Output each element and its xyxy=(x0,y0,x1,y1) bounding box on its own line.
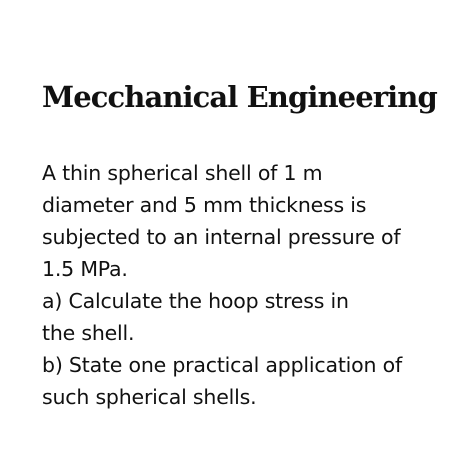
question-line: the shell. xyxy=(42,321,135,345)
question-line: 1.5 MPa. xyxy=(42,257,128,281)
question-line: such spherical shells. xyxy=(42,385,257,409)
page-title: Mecchanical Engineering xyxy=(42,80,437,114)
question-line: A thin spherical shell of 1 m xyxy=(42,161,323,185)
question-part-b: b) State one practical application of xyxy=(42,353,402,377)
question-text xyxy=(42,157,402,413)
question-line: subjected to an internal pressure of xyxy=(42,225,401,249)
question-line: diameter and 5 mm thickness is xyxy=(42,193,367,217)
question-part-a: a) Calculate the hoop stress in xyxy=(42,289,349,313)
